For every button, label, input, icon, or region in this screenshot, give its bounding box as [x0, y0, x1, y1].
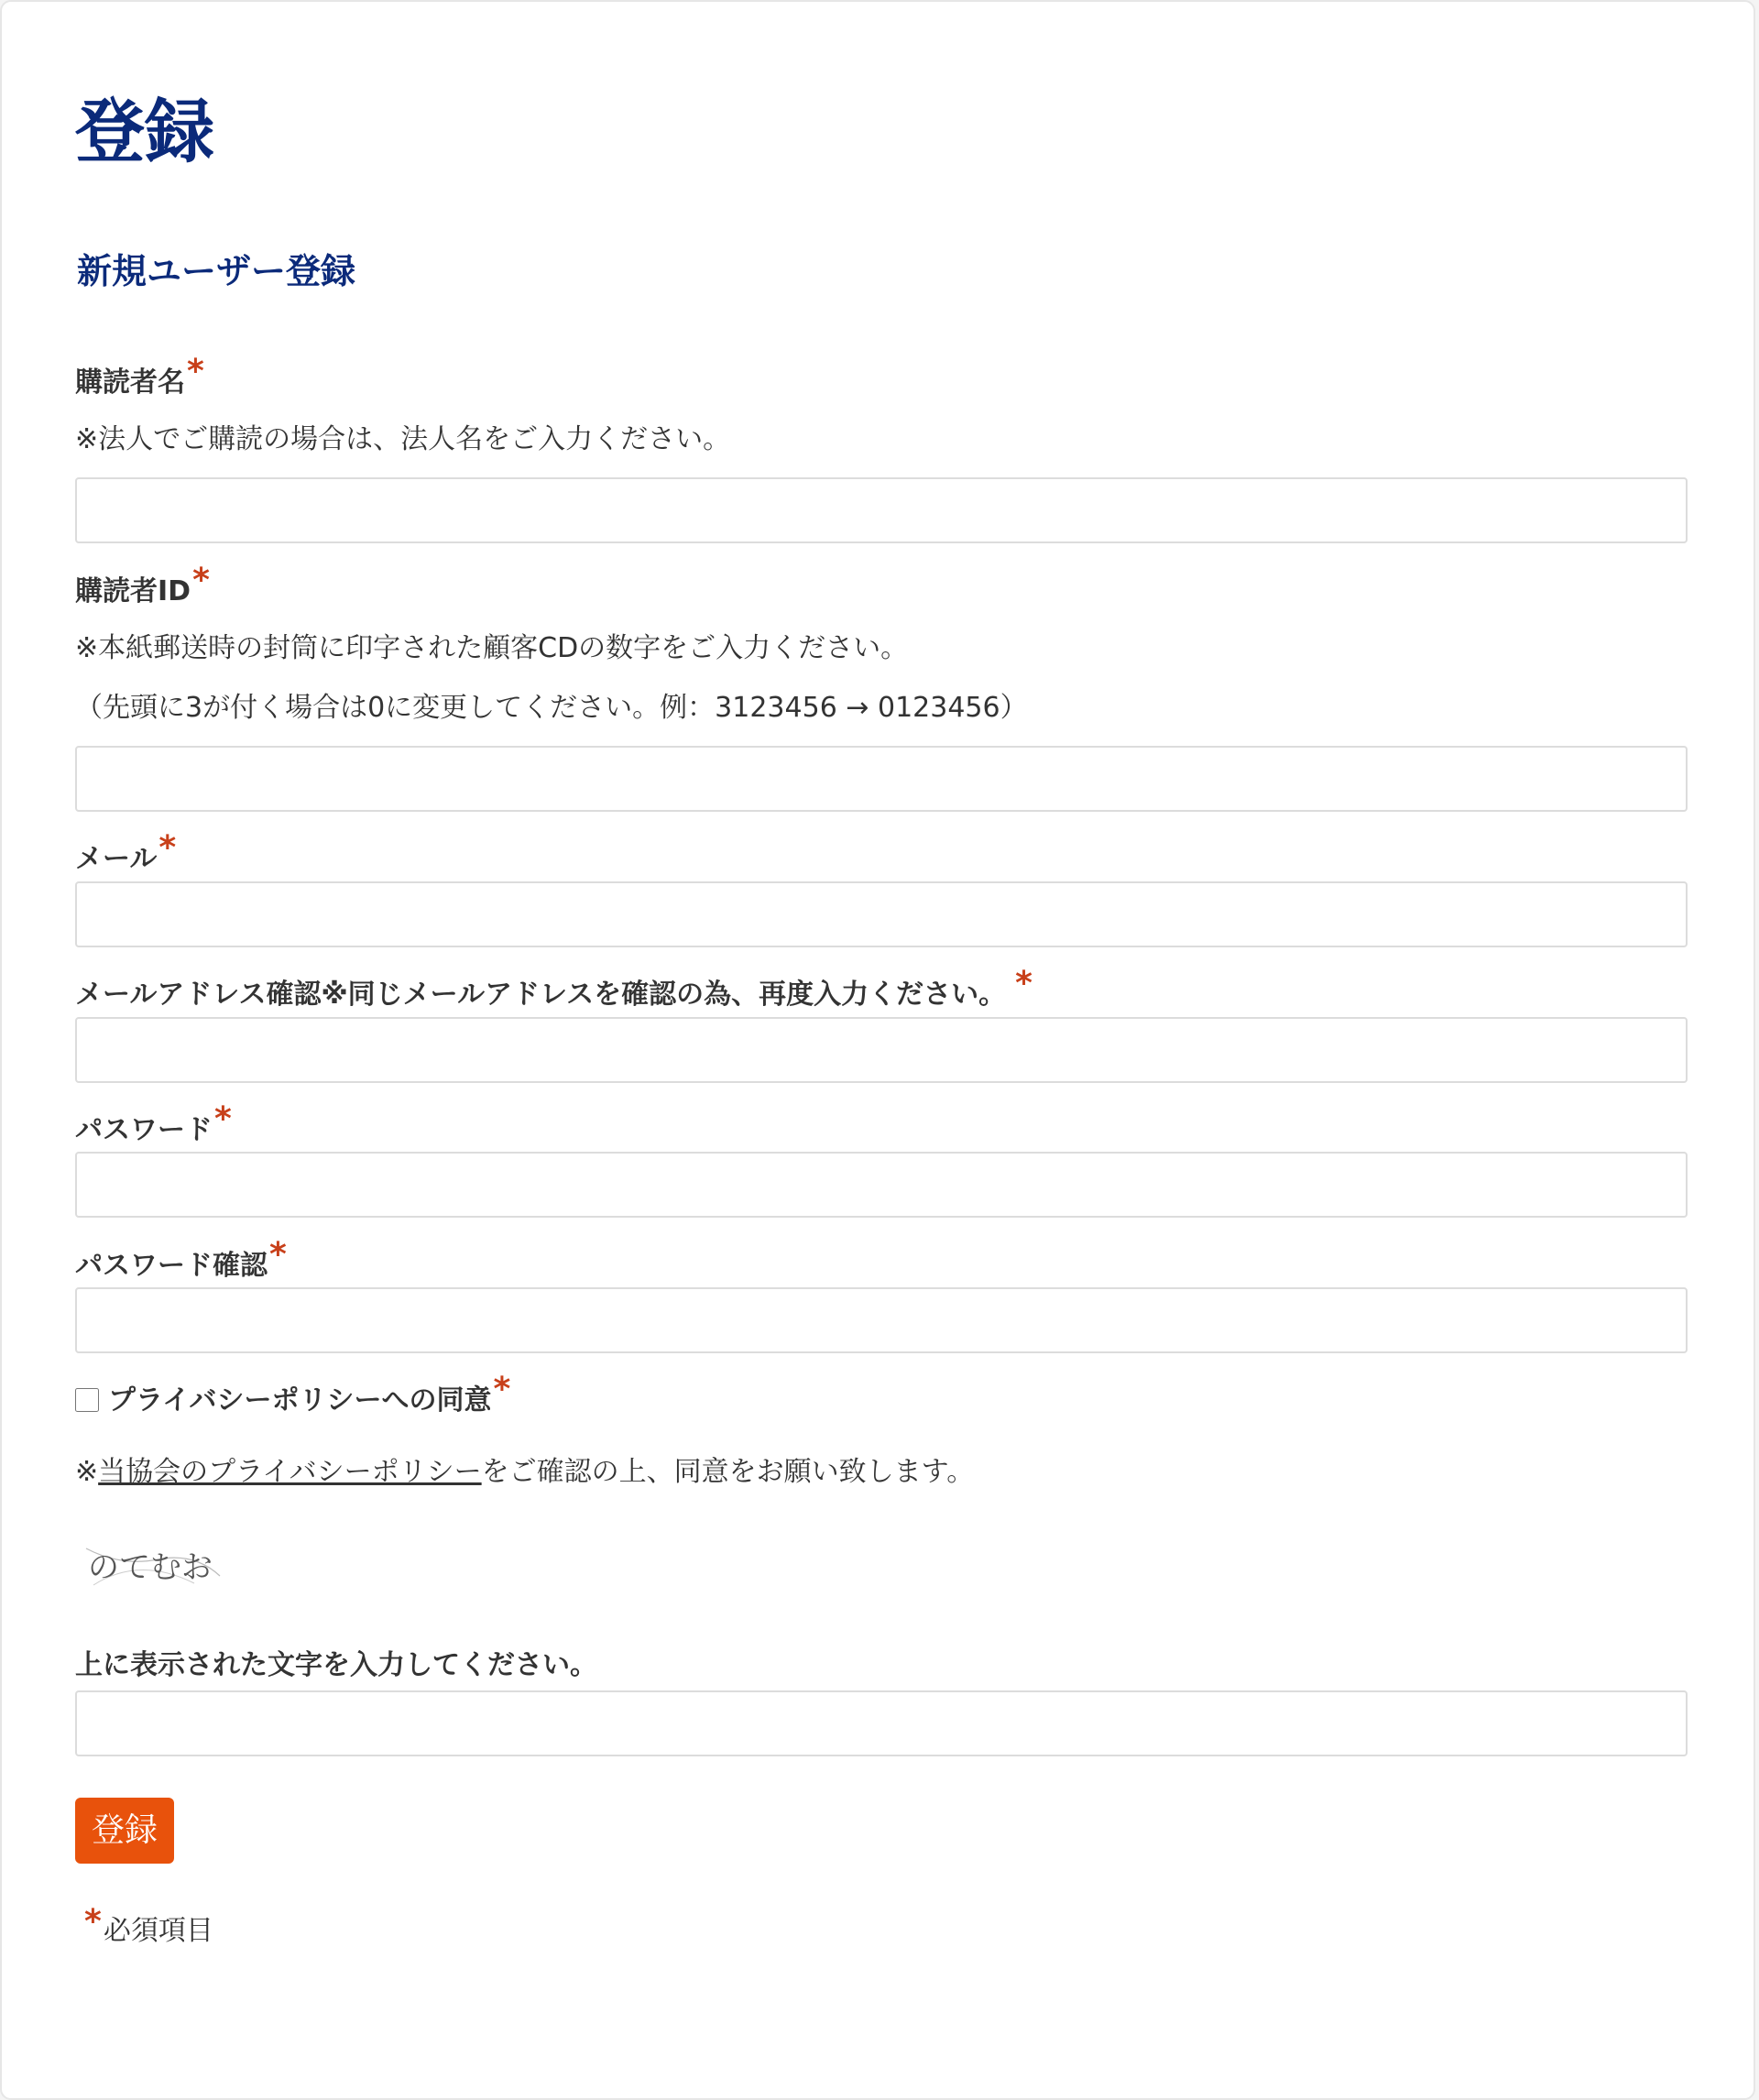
email-label	[75, 829, 177, 880]
subscriber-name-note: ※法人でご購読の場合は、法人名をご入力ください。	[75, 423, 731, 455]
email-confirm-input[interactable]	[75, 1017, 1688, 1083]
subscriber-id-note: ※本紙郵送時の封筒に印字された顧客CDの数字をご入力ください。	[75, 632, 909, 664]
privacy-note	[75, 1452, 974, 1493]
password-confirm-input[interactable]	[75, 1287, 1688, 1353]
subscriber-id-input[interactable]	[75, 746, 1688, 812]
email-label-text: メール	[75, 843, 158, 875]
captcha-image	[84, 1539, 222, 1591]
required-mark: *	[84, 1903, 102, 1941]
subscriber-id-label	[75, 562, 210, 612]
privacy-note-prefix: ※	[75, 1456, 99, 1488]
captcha-text: のてむお	[88, 1549, 213, 1586]
register-button[interactable]: 登録	[75, 1798, 174, 1864]
email-confirm-label	[75, 965, 1032, 1015]
required-footnote	[84, 1903, 213, 1952]
required-mark: *	[1015, 965, 1032, 1002]
privacy-note-suffix: をご確認の上、同意をお願い致します。	[481, 1456, 975, 1488]
privacy-policy-link[interactable]: 当協会のプライバシーポリシー	[98, 1456, 482, 1488]
subscriber-name-label-text: 購読者名	[75, 366, 185, 399]
page-title: 登録	[75, 91, 214, 172]
subscriber-id-note-example: （先頭に3が付く場合は0に変更してください。例：3123456 → 0123456）	[75, 692, 1028, 724]
required-mark: *	[493, 1371, 511, 1408]
required-footnote-text: 必須項目	[103, 1915, 213, 1947]
password-confirm-label-text: パスワード確認	[75, 1250, 268, 1282]
password-input[interactable]	[75, 1152, 1688, 1218]
subscriber-id-label-text: 購読者ID	[75, 575, 191, 607]
required-mark: *	[187, 353, 204, 390]
section-title: 新規ユーザー登録	[77, 251, 356, 291]
required-mark: *	[158, 829, 177, 867]
required-mark: *	[269, 1236, 287, 1274]
password-label	[75, 1100, 232, 1151]
required-mark: *	[214, 1100, 232, 1138]
privacy-consent-label[interactable]	[108, 1371, 511, 1421]
required-mark: *	[192, 562, 210, 599]
email-input[interactable]	[75, 881, 1688, 947]
privacy-consent-label-text: プライバシーポリシーへの同意	[108, 1384, 492, 1416]
password-label-text: パスワード	[75, 1114, 213, 1146]
captcha-input[interactable]	[75, 1690, 1688, 1756]
privacy-consent-checkbox[interactable]	[75, 1388, 99, 1412]
email-confirm-label-text: メールアドレス確認※同じメールアドレスを確認の為、再度入力ください。	[75, 979, 1007, 1011]
captcha-label: 上に表示された文字を入力してください。	[75, 1649, 597, 1681]
subscriber-name-label	[75, 353, 204, 403]
password-confirm-label	[75, 1236, 287, 1286]
subscriber-name-input[interactable]	[75, 477, 1688, 543]
